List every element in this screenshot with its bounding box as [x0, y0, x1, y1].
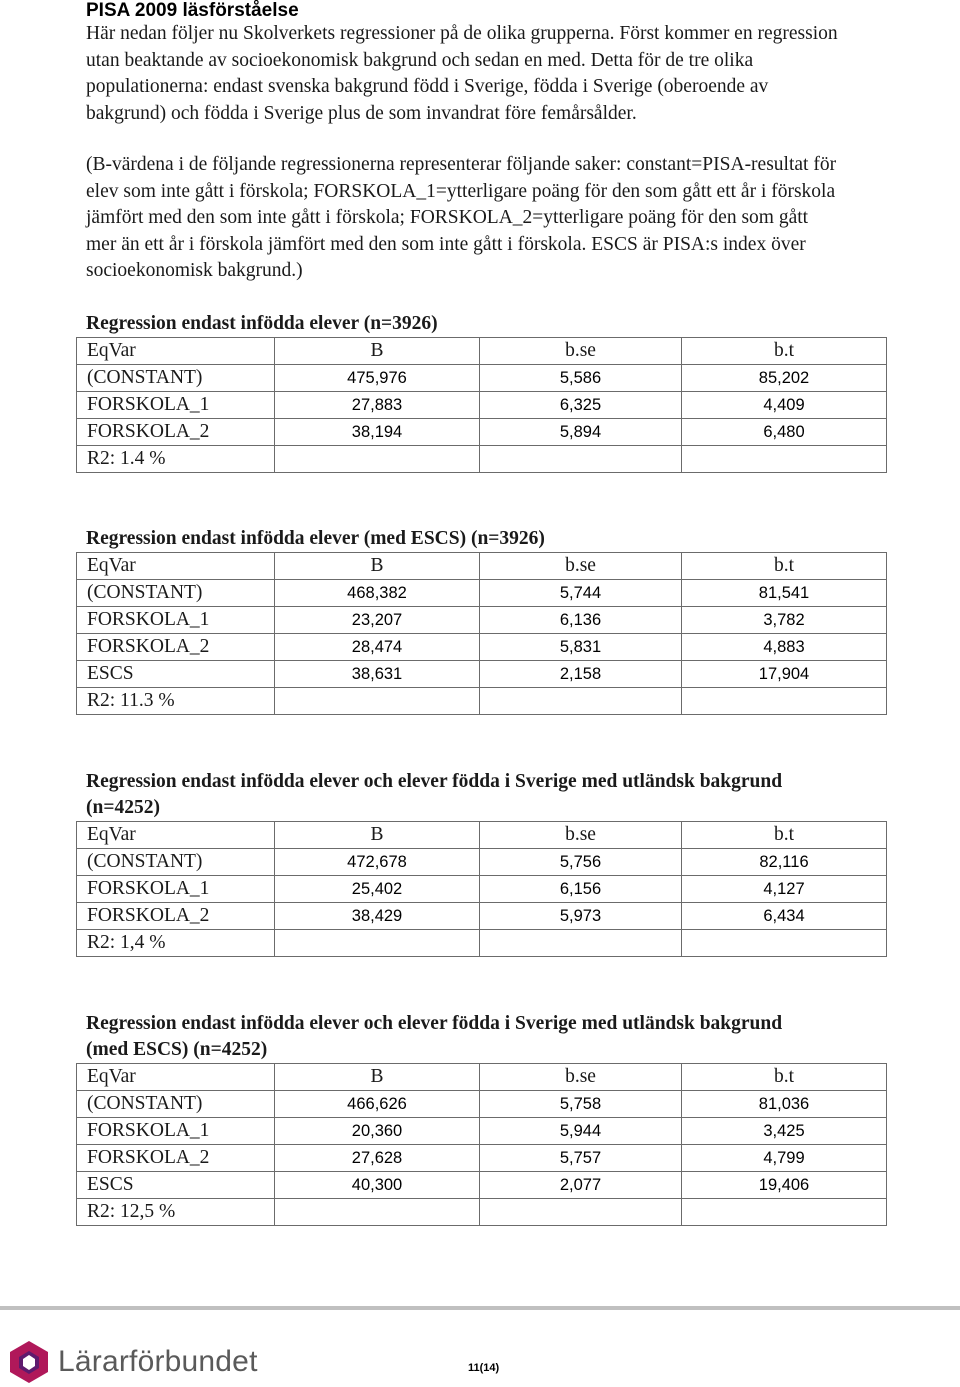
- row-label: (CONSTANT): [77, 1091, 275, 1118]
- bt-value: 3,782: [682, 607, 887, 634]
- table-row: [77, 580, 887, 607]
- empty-cell: [682, 930, 887, 957]
- r2-row: [77, 446, 887, 473]
- row-label: FORSKOLA_1: [77, 607, 275, 634]
- header-bse: b.se: [480, 338, 682, 365]
- header-b: B: [275, 553, 480, 580]
- b-value: 23,207: [275, 607, 480, 634]
- empty-cell: [682, 688, 887, 715]
- empty-cell: [480, 688, 682, 715]
- table-row: [77, 1091, 887, 1118]
- note-line: jämfört med den som inte gått i förskola; FORSKOLA_2=ytterligare poäng för den som gått: [86, 207, 809, 228]
- header-bse: b.se: [480, 1064, 682, 1091]
- table-title-line: Regression endast infödda elever (n=3926): [86, 313, 438, 334]
- empty-cell: [275, 1199, 480, 1226]
- bt-value: 81,541: [682, 580, 887, 607]
- header-eqvar: EqVar: [77, 553, 275, 580]
- header-b: B: [275, 822, 480, 849]
- bse-value: 5,744: [480, 580, 682, 607]
- bt-value: 4,883: [682, 634, 887, 661]
- table-row: [77, 903, 887, 930]
- note-paragraph: [86, 152, 836, 285]
- hexagon-logo-icon: [8, 1340, 50, 1384]
- row-label: ESCS: [77, 661, 275, 688]
- b-value: 38,631: [275, 661, 480, 688]
- row-label: FORSKOLA_1: [77, 392, 275, 419]
- bse-value: 2,158: [480, 661, 682, 688]
- row-label: ESCS: [77, 1172, 275, 1199]
- intro-paragraph: [86, 21, 838, 127]
- b-value: 475,976: [275, 365, 480, 392]
- table-title-line: Regression endast infödda elever och elever födda i Sverige med utländsk bakgrund: [86, 771, 783, 792]
- document-title: PISA 2009 läsförståelse: [86, 0, 299, 21]
- regression-table-3: [76, 821, 887, 957]
- bse-value: 2,077: [480, 1172, 682, 1199]
- table-row: [77, 1172, 887, 1199]
- header-b: B: [275, 1064, 480, 1091]
- table-row: [77, 1118, 887, 1145]
- bse-value: 6,136: [480, 607, 682, 634]
- r2-label: R2: 1.4 %: [77, 446, 275, 473]
- header-eqvar: EqVar: [77, 1064, 275, 1091]
- bt-value: 4,127: [682, 876, 887, 903]
- page-number: 11(14): [468, 1362, 500, 1374]
- table-header-row: [77, 553, 887, 580]
- table-row: [77, 392, 887, 419]
- table-1-title: [86, 311, 438, 337]
- bt-value: 81,036: [682, 1091, 887, 1118]
- b-value: 27,883: [275, 392, 480, 419]
- table-header-row: [77, 1064, 887, 1091]
- b-value: 468,382: [275, 580, 480, 607]
- b-value: 38,429: [275, 903, 480, 930]
- intro-line: Här nedan följer nu Skolverkets regressioner på de olika grupperna. Först kommer en regression: [86, 23, 838, 44]
- row-label: (CONSTANT): [77, 849, 275, 876]
- r2-row: [77, 1199, 887, 1226]
- table-4-title: [86, 1011, 782, 1063]
- empty-cell: [480, 930, 682, 957]
- bse-value: 5,944: [480, 1118, 682, 1145]
- table-row: [77, 607, 887, 634]
- bse-value: 5,831: [480, 634, 682, 661]
- table-row: [77, 365, 887, 392]
- bse-value: 5,894: [480, 419, 682, 446]
- table-3-title: [86, 769, 782, 821]
- row-label: FORSKOLA_2: [77, 634, 275, 661]
- lararforbundet-logo: [8, 1340, 258, 1384]
- bse-value: 6,325: [480, 392, 682, 419]
- table-title-line: (med ESCS) (n=4252): [86, 1039, 268, 1060]
- table-title-line: Regression endast infödda elever och elever födda i Sverige med utländsk bakgrund: [86, 1013, 783, 1034]
- bse-value: 5,973: [480, 903, 682, 930]
- r2-label: R2: 11.3 %: [77, 688, 275, 715]
- empty-cell: [480, 446, 682, 473]
- logo-text: Lärarförbundet: [58, 1345, 258, 1378]
- b-value: 472,678: [275, 849, 480, 876]
- header-bt: b.t: [682, 338, 887, 365]
- bt-value: 3,425: [682, 1118, 887, 1145]
- empty-cell: [275, 446, 480, 473]
- bt-value: 85,202: [682, 365, 887, 392]
- row-label: FORSKOLA_2: [77, 1145, 275, 1172]
- row-label: (CONSTANT): [77, 365, 275, 392]
- bt-value: 19,406: [682, 1172, 887, 1199]
- bse-value: 5,758: [480, 1091, 682, 1118]
- regression-table-1: [76, 337, 887, 473]
- b-value: 20,360: [275, 1118, 480, 1145]
- empty-cell: [682, 446, 887, 473]
- table-row: [77, 1145, 887, 1172]
- header-bt: b.t: [682, 553, 887, 580]
- table-title-line: (n=4252): [86, 797, 160, 818]
- table-row: [77, 876, 887, 903]
- header-bt: b.t: [682, 1064, 887, 1091]
- empty-cell: [682, 1199, 887, 1226]
- header-bse: b.se: [480, 822, 682, 849]
- note-line: elev som inte gått i förskola; FORSKOLA_1=ytterligare poäng för den som gått ett år i förskola: [86, 180, 836, 202]
- intro-line: bakgrund) och födda i Sverige plus de som invandrat före femårsålder.: [86, 102, 637, 124]
- table-row: [77, 419, 887, 446]
- note-line: mer än ett år i förskola jämfört med den som inte gått i förskola. ESCS är PISA:s index över: [86, 233, 806, 255]
- table-header-row: [77, 822, 887, 849]
- bse-value: 6,156: [480, 876, 682, 903]
- b-value: 28,474: [275, 634, 480, 661]
- r2-row: [77, 688, 887, 715]
- b-value: 466,626: [275, 1091, 480, 1118]
- header-eqvar: EqVar: [77, 338, 275, 365]
- header-b: B: [275, 338, 480, 365]
- table-header-row: [77, 338, 887, 365]
- row-label: FORSKOLA_1: [77, 876, 275, 903]
- row-label: FORSKOLA_2: [77, 903, 275, 930]
- bt-value: 4,799: [682, 1145, 887, 1172]
- table-2-title: [86, 526, 545, 552]
- row-label: FORSKOLA_1: [77, 1118, 275, 1145]
- row-label: (CONSTANT): [77, 580, 275, 607]
- table-title-line: Regression endast infödda elever (med ESCS) (n=3926): [86, 528, 545, 549]
- bt-value: 17,904: [682, 661, 887, 688]
- bse-value: 5,586: [480, 365, 682, 392]
- bt-value: 82,116: [682, 849, 887, 876]
- bse-value: 5,757: [480, 1145, 682, 1172]
- r2-label: R2: 1,4 %: [77, 930, 275, 957]
- empty-cell: [275, 688, 480, 715]
- bse-value: 5,756: [480, 849, 682, 876]
- b-value: 25,402: [275, 876, 480, 903]
- note-line: (B-värdena i de följande regressionerna representerar följande saker: constant=PISA-resultat för: [86, 154, 837, 175]
- regression-table-4: [76, 1063, 887, 1226]
- header-bt: b.t: [682, 822, 887, 849]
- bt-value: 4,409: [682, 392, 887, 419]
- b-value: 38,194: [275, 419, 480, 446]
- footer-divider: [0, 1306, 960, 1310]
- table-row: [77, 661, 887, 688]
- note-line: socioekonomisk bakgrund.): [86, 260, 303, 281]
- empty-cell: [275, 930, 480, 957]
- intro-line: utan beaktande av socioekonomisk bakgrund och sedan en med. Detta för de tre olika: [86, 49, 754, 71]
- table-row: [77, 634, 887, 661]
- r2-label: R2: 12,5 %: [77, 1199, 275, 1226]
- intro-line: populationerna: endast svenska bakgrund född i Sverige, födda i Sverige (oberoende av: [86, 76, 769, 97]
- header-eqvar: EqVar: [77, 822, 275, 849]
- bt-value: 6,480: [682, 419, 887, 446]
- b-value: 27,628: [275, 1145, 480, 1172]
- empty-cell: [480, 1199, 682, 1226]
- r2-row: [77, 930, 887, 957]
- header-bse: b.se: [480, 553, 682, 580]
- table-row: [77, 849, 887, 876]
- bt-value: 6,434: [682, 903, 887, 930]
- b-value: 40,300: [275, 1172, 480, 1199]
- row-label: FORSKOLA_2: [77, 419, 275, 446]
- regression-table-2: [76, 552, 887, 715]
